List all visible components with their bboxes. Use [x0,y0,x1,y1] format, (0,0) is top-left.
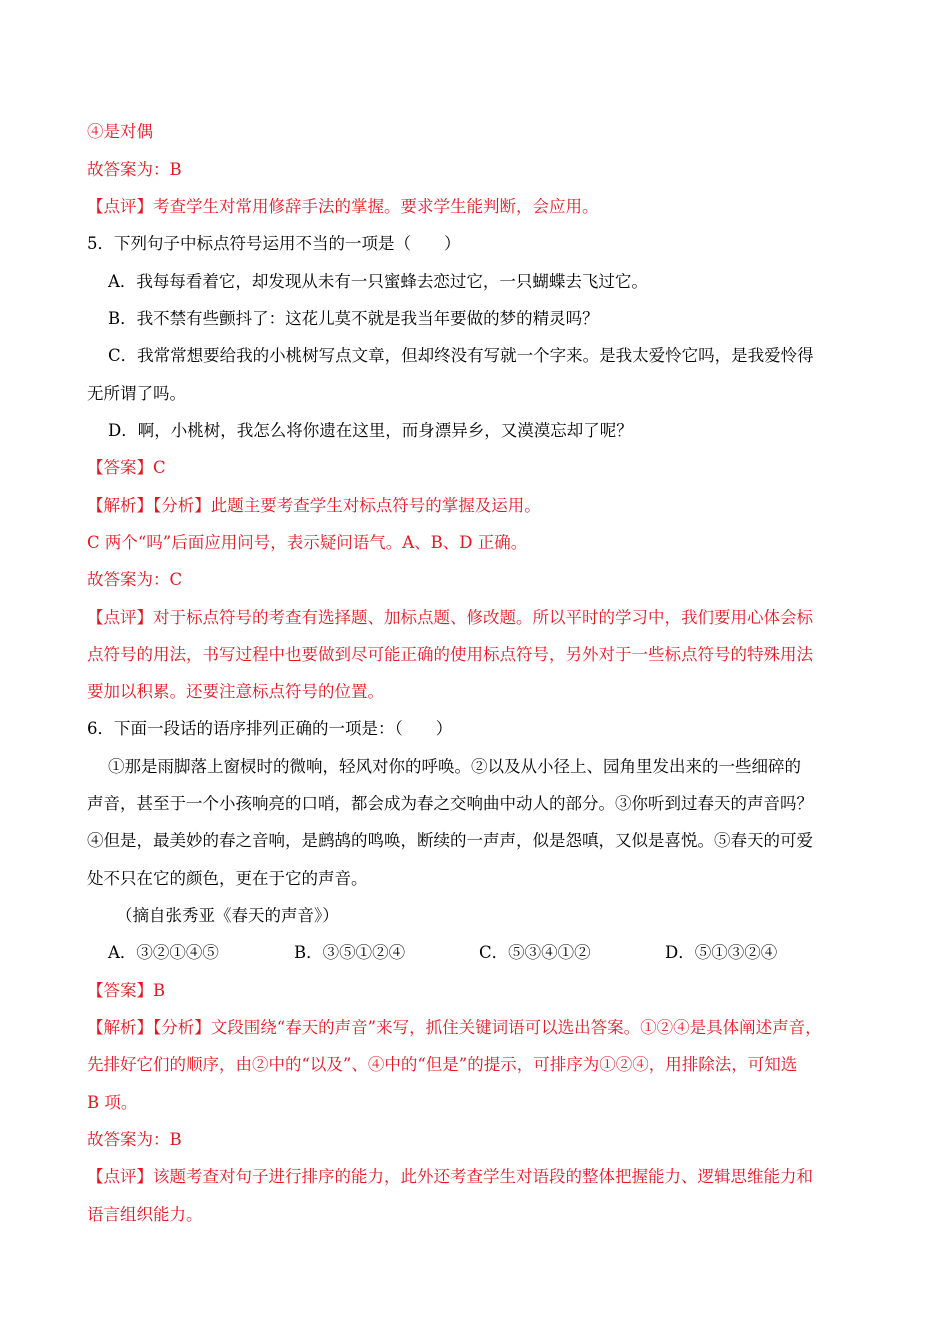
q6-option-d: D．⑤①③②④ [665,943,778,962]
prev-item-4: ④是对偶 [87,122,153,141]
q5-option-a: A．我每每看着它，却发现从未有一只蜜蜂去恋过它，一只蝴蝶去飞过它。 [108,272,648,291]
q6-analysis-line2: 先排好它们的顺序，由②中的“以及”、④中的“但是”的提示，可排序为①②④，用排除法，可知选 [87,1055,798,1074]
q5-analysis-detail: C 两个“吗”后面应用问号，表示疑问语气。A、B、D 正确。 [87,533,528,552]
prev-comment: 【点评】考查学生对常用修辞手法的掌握。要求学生能判断，会应用。 [87,197,599,216]
q6-answer-tag: 【答案】B [87,981,166,1000]
q5-comment-line2: 点符号的用法，书写过程中也要做到尽可能正确的使用标点符号，另外对于一些标点符号的特殊用法 [87,645,813,664]
q6-stem: 6．下面一段话的语序排列正确的一项是：（ ） [87,719,453,738]
q5-comment-line3: 要加以积累。还要注意标点符号的位置。 [87,682,384,701]
q5-option-c-line2: 无所谓了吗。 [87,384,186,403]
q5-final-answer: 故答案为：C [87,570,183,589]
q6-final-answer: 故答案为：B [87,1130,182,1149]
q6-option-a: A．③②①④⑤ [108,943,219,962]
q5-answer-tag: 【答案】C [87,458,166,477]
q6-source: （摘自张秀亚《春天的声音》） [116,906,339,925]
q6-comment-line2: 语言组织能力。 [87,1205,203,1224]
q6-passage-line4: 处不只在它的颜色，更在于它的声音。 [87,869,368,888]
q6-analysis-line1: 【解析】【分析】文段围绕“春天的声音”来写，抓住关键词语可以选出答案。①②④是具体阐述声音， [87,1018,822,1037]
q6-passage-line1: ①那是雨脚落上窗棂时的微响，轻风对你的呼唤。②以及从小径上、园角里发出来的一些细碎的 [108,757,801,776]
q6-passage-line3: ④但是，最美妙的春之音响，是鹧鸪的鸣唤，断续的一声声，似是怨嗔，又似是喜悦。⑤春天的可爱 [87,831,813,850]
q5-stem: 5．下列句子中标点符号运用不当的一项是（ ） [87,234,461,253]
q6-analysis-line3: B 项。 [87,1093,138,1112]
q6-passage-line2: 声音，甚至于一个小孩响亮的口哨，都会成为春之交响曲中动人的部分。③你听到过春天的声音吗？ [87,794,813,813]
q5-option-b: B．我不禁有些颤抖了：这花儿莫不就是我当年要做的梦的精灵吗？ [108,309,599,328]
q5-analysis: 【解析】【分析】此题主要考查学生对标点符号的掌握及运用。 [87,496,541,515]
q6-option-b: B．③⑤①②④ [294,943,406,962]
prev-answer: 故答案为：B [87,160,182,179]
q6-option-c: C．⑤③④①② [479,943,591,962]
q6-comment-line1: 【点评】该题考查对句子进行排序的能力，此外还考查学生对语段的整体把握能力、逻辑思维能力和 [87,1167,813,1186]
q5-option-d: D．啊，小桃树，我怎么将你遗在这里，而身漂异乡，又漠漠忘却了呢？ [108,421,633,440]
q5-option-c-line1: C．我常常想要给我的小桃树写点文章，但却终没有写就一个字来。是我太爱怜它吗，是我爱怜得 [108,346,814,365]
q5-comment-line1: 【点评】对于标点符号的考查有选择题、加标点题、修改题。所以平时的学习中，我们要用心体会标 [87,608,813,627]
